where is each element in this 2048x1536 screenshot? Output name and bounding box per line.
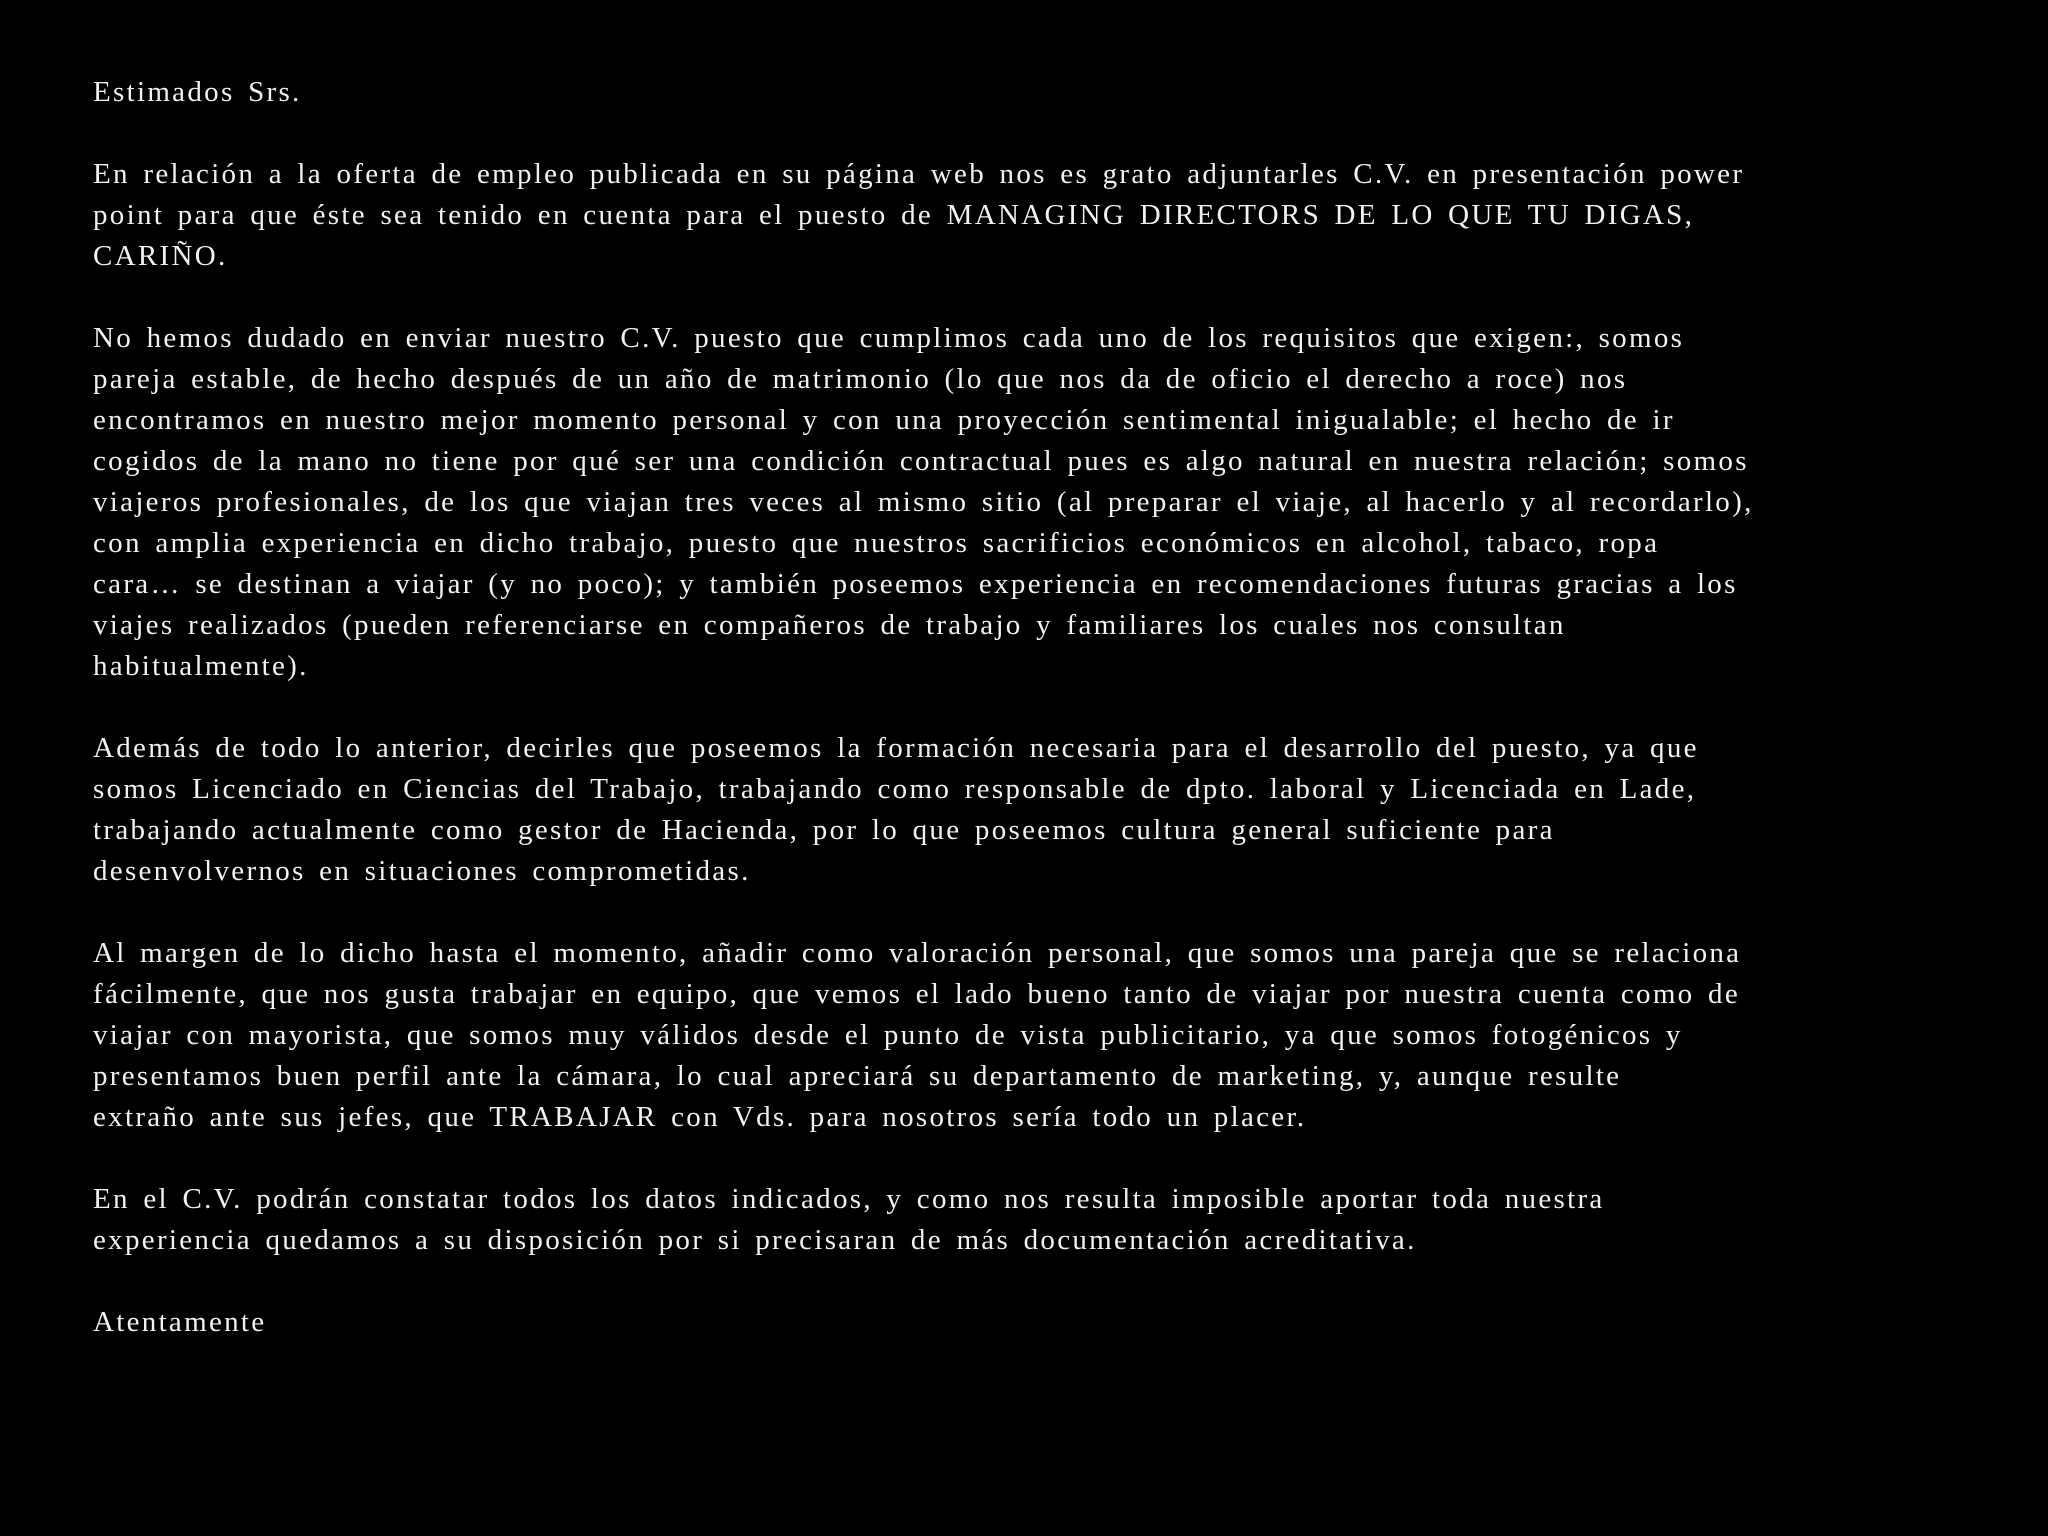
paragraph-line: fácilmente, que nos gusta trabajar en equipo, que vemos el lado bueno tanto de viajar por nuestra cuenta como de	[93, 978, 1740, 1010]
paragraph-line: experiencia quedamos a su disposición por si precisaran de más documentación acreditativa.	[93, 1224, 1417, 1256]
paragraph-line: viajes realizados (pueden referenciarse en compañeros de trabajo y familiares los cuales nos consultan	[93, 609, 1566, 641]
paragraph-line: somos Licenciado en Ciencias del Trabajo, trabajando como responsable de dpto. laboral y Licenciada en Lade,	[93, 773, 1697, 805]
paragraph-line: CARIÑO.	[93, 240, 228, 272]
paragraph-line: habitualmente).	[93, 650, 309, 682]
paragraph-line: viajeros profesionales, de los que viajan tres veces al mismo sitio (al preparar el viaje, al hacerlo y al recordarlo),	[93, 486, 1754, 518]
paragraph-line: cara… se destinan a viajar (y no poco); y también poseemos experiencia en recomendaciones futuras gracias a los	[93, 568, 1738, 600]
closing-line: Atentamente	[93, 1306, 267, 1338]
greeting	[93, 72, 1988, 113]
paragraph-line: No hemos dudado en enviar nuestro C.V. puesto que cumplimos cada uno de los requisitos que exigen:, somos	[93, 322, 1685, 354]
greeting-line: Estimados Srs.	[93, 76, 302, 108]
paragraph-line: trabajando actualmente como gestor de Hacienda, por lo que poseemos cultura general suficiente para	[93, 814, 1555, 846]
paragraph-job-offer	[93, 154, 1988, 277]
paragraph-line: desenvolvernos en situaciones comprometidas.	[93, 855, 751, 887]
paragraph-cv-details	[93, 1179, 1988, 1261]
paragraph-line: Al margen de lo dicho hasta el momento, añadir como valoración personal, que somos una pareja que se relaciona	[93, 937, 1742, 969]
paragraph-line: En el C.V. podrán constatar todos los datos indicados, y como nos resulta imposible aportar toda nuestra	[93, 1183, 1605, 1215]
paragraph-line: En relación a la oferta de empleo publicada en su página web nos es grato adjuntarles C.V. en presentación power	[93, 158, 1745, 190]
paragraph-line: Además de todo lo anterior, decirles que poseemos la formación necesaria para el desarrollo del puesto, ya que	[93, 732, 1699, 764]
paragraph-line: cogidos de la mano no tiene por qué ser una condición contractual pues es algo natural en nuestra relación; somos	[93, 445, 1749, 477]
paragraph-line: point para que éste sea tenido en cuenta para el puesto de MANAGING DIRECTORS DE LO QUE TU DIGAS,	[93, 199, 1695, 231]
paragraph-line: con amplia experiencia en dicho trabajo, puesto que nuestros sacrificios económicos en alcohol, tabaco, ropa	[93, 527, 1660, 559]
paragraph-line: extraño ante sus jefes, que TRABAJAR con Vds. para nosotros sería todo un placer.	[93, 1101, 1307, 1133]
paragraph-personal-assessment	[93, 933, 1988, 1138]
paragraph-line: viajar con mayorista, que somos muy válidos desde el punto de vista publicitario, ya que somos fotogénicos y	[93, 1019, 1683, 1051]
paragraph-line: presentamos buen perfil ante la cámara, lo cual apreciará su departamento de marketing, y, aunque resulte	[93, 1060, 1622, 1092]
closing	[93, 1302, 1988, 1343]
paragraph-education	[93, 728, 1988, 892]
paragraph-requirements	[93, 318, 1988, 687]
paragraph-line: encontramos en nuestro mejor momento personal y con una proyección sentimental inigualable; el hecho de ir	[93, 404, 1675, 436]
paragraph-line: pareja estable, de hecho después de un año de matrimonio (lo que nos da de oficio el derecho a roce) nos	[93, 363, 1628, 395]
